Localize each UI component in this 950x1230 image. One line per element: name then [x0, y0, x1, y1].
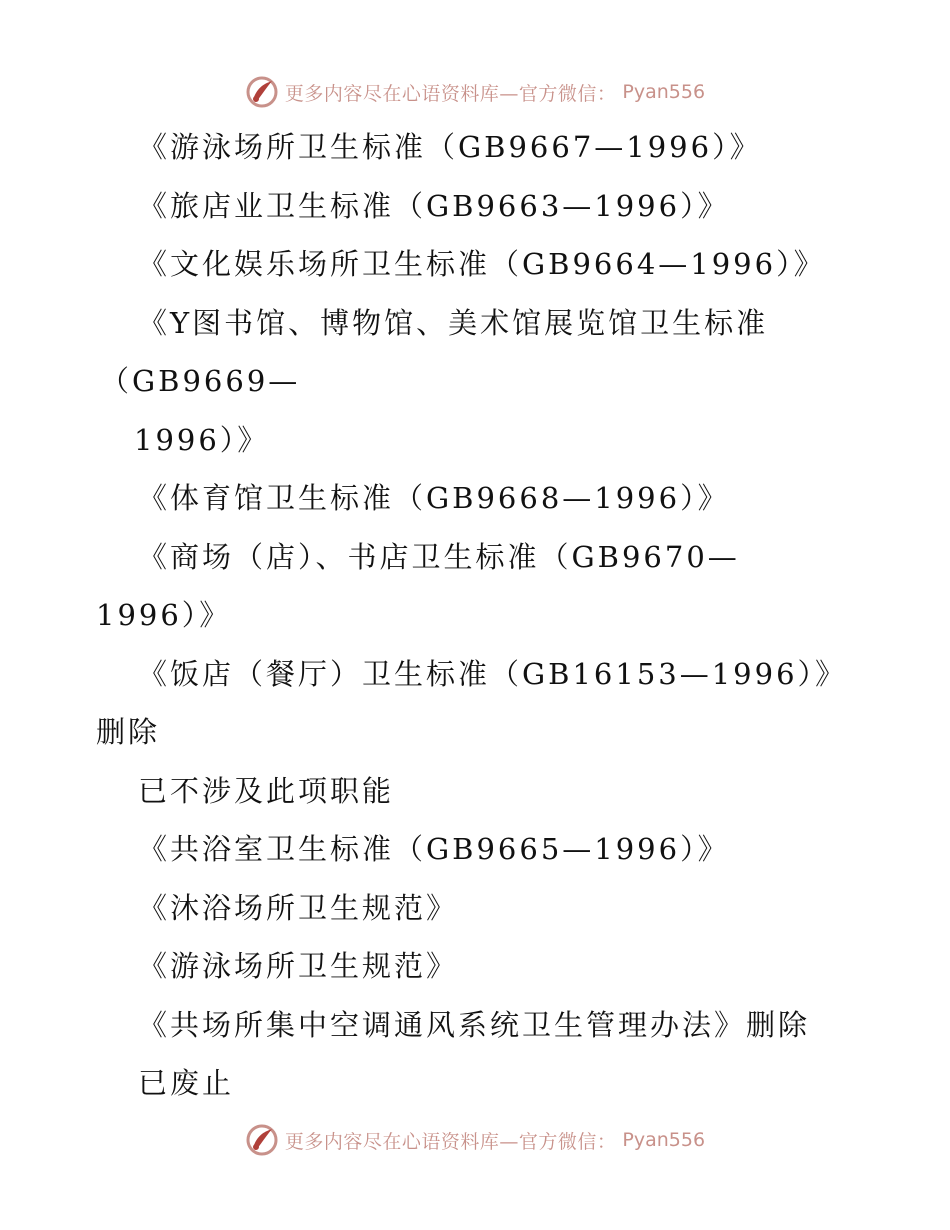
text-line: 1996）》 — [96, 598, 232, 632]
text-line: 《游泳场所卫生标准（GB9667—1996）》 — [138, 130, 762, 164]
text-line: 《Y图书馆、博物馆、美术馆展览馆卫生标准 — [138, 305, 769, 340]
text-line: 《体育馆卫生标准（GB9668—1996）》 — [138, 481, 730, 515]
header-banner — [0, 72, 950, 112]
text-line: 删除 — [96, 715, 161, 749]
header-wechat-id: Pyan556 — [622, 81, 706, 103]
text-line: 已废止 — [138, 1066, 235, 1100]
text-line: 《旅店业卫生标准（GB9663—1996）》 — [138, 188, 730, 223]
text-line: 1996）》 — [134, 422, 270, 457]
text-line: 《文化娱乐场所卫生标准（GB9664—1996）》 — [138, 247, 826, 281]
text-line: 《饭店（餐厅）卫生标准（GB16153—1996）》 — [138, 656, 848, 691]
text-line: （GB9669— — [100, 364, 301, 398]
text-line: 《共场所集中空调通风系统卫生管理办法》删除 — [138, 1007, 811, 1042]
text-line: 《共浴室卫生标准（GB9665—1996）》 — [138, 832, 730, 866]
text-line: 《沐浴场所卫生规范》 — [138, 890, 459, 925]
header-banner-text: 更多内容尽在心语资料库—官方微信： — [284, 82, 617, 105]
footer-banner-text: 更多内容尽在心语资料库—官方微信： — [284, 1130, 617, 1153]
text-line: 《商场（店）、书店卫生标准（GB9670— — [138, 539, 740, 574]
footer-wechat-id: Pyan556 — [622, 1129, 706, 1151]
text-line: 《游泳场所卫生规范》 — [138, 949, 459, 983]
brush-seal-logo-icon — [245, 75, 279, 109]
text-line: 已不涉及此项职能 — [138, 773, 395, 808]
footer-banner — [0, 1120, 950, 1160]
document-body — [96, 118, 876, 1113]
brush-seal-logo-icon — [245, 1123, 279, 1157]
